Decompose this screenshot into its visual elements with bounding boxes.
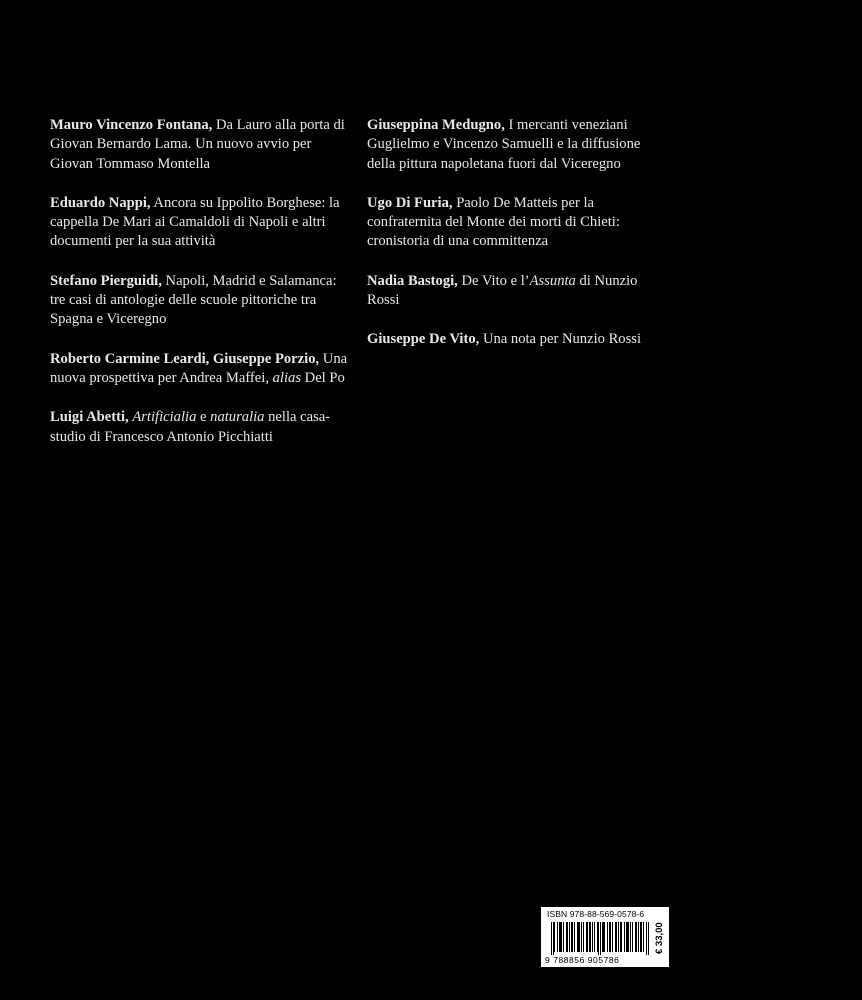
barcode-bar [579, 922, 580, 952]
barcode-bar [632, 922, 633, 952]
barcode-bar [590, 922, 591, 952]
barcode-bar [577, 922, 578, 952]
entry-author: Giuseppe De Vito, [367, 331, 480, 348]
barcode-bar [646, 922, 647, 955]
barcode-bar [603, 922, 604, 952]
entry-title-part: e [196, 409, 211, 426]
contents-entry [50, 194, 350, 252]
entry-title-part: De Vito e l’ [457, 272, 530, 289]
entry-author: Mauro Vincenzo Fontana, [50, 117, 213, 133]
barcode-bar [592, 922, 593, 952]
barcode-bar [586, 922, 587, 952]
contents-entry [367, 272, 667, 311]
barcode-bar [566, 922, 567, 952]
barcode-bar [598, 922, 599, 955]
contents-entry [50, 116, 350, 174]
barcode-bar [626, 922, 627, 952]
barcode-bar [597, 922, 598, 952]
barcode-bar [583, 922, 584, 952]
barcode-bar [621, 922, 622, 952]
price-label: € 33,00 [654, 922, 665, 954]
entry-author: Stefano Pierguidi, [50, 272, 162, 289]
barcode-bar [587, 922, 588, 952]
contents-entry [50, 272, 350, 330]
entry-author: Giuseppina Medugno, [367, 117, 505, 133]
barcode-bar [615, 922, 616, 952]
entry-title-part: Da Lauro alla porta di Giovan Bernardo Lama. Un nuovo avvio per Giovan Tommaso Montella [50, 117, 345, 172]
entry-title-part: Napoli, Madrid e Salamanca: tre casi di antologie delle scuole pittoriche tra Spagna e Viceregno [50, 272, 337, 328]
barcode-bar [636, 922, 637, 952]
barcode-bar [607, 922, 608, 952]
barcode-bar [581, 922, 582, 952]
barcode-bar [610, 922, 611, 952]
barcode-bar [563, 922, 564, 952]
entry-title-part: Ancora su Ippolito Borghese: la cappella De Mari ai Camaldoli di Napoli e altri documenti per la sua attività [50, 194, 340, 250]
entry-title-part: di Nunzio Rossi [367, 272, 638, 309]
entry-title-part: Del Po [301, 369, 345, 386]
contents-column-left [50, 116, 350, 467]
barcode-bars [551, 922, 649, 955]
entry-title-part: I mercanti veneziani Guglielmo e Vincenzo Samuelli e la diffusione della pittura napoletana fuori dal Viceregno [367, 117, 641, 172]
barcode-bar [618, 922, 619, 952]
barcode-bar [620, 922, 621, 952]
barcode-bar [604, 922, 605, 952]
barcode-bar [572, 922, 573, 952]
barcode-bar [557, 922, 558, 952]
entry-author: Nadia Bastogi, [367, 272, 458, 289]
barcode-bar [559, 922, 560, 952]
barcode-sticker [541, 907, 669, 967]
entry-title-part: Una nota per Nunzio Rossi [479, 331, 642, 348]
entry-title-part: Assunta [529, 272, 576, 289]
barcode-bar [569, 922, 570, 952]
contents-entry [367, 116, 667, 174]
barcode-bar [551, 922, 552, 955]
barcode-bar [602, 922, 603, 952]
barcode-bar [612, 922, 613, 952]
entry-author: Ugo Di Furia, [367, 194, 453, 211]
barcode-bar [643, 922, 644, 952]
barcode-bar [638, 922, 639, 952]
barcode-bar [600, 922, 601, 955]
entry-title-part: Paolo De Matteis per la confraternita del Monte dei morti di Chieti: cronistoria di una committenza [367, 194, 620, 250]
barcode-bar [594, 922, 595, 952]
barcode-bar [574, 922, 575, 952]
barcode-bar [554, 922, 555, 952]
barcode-bar [567, 922, 568, 952]
entry-author: Luigi Abetti, [50, 409, 129, 426]
contents-entry [50, 408, 350, 447]
barcode-bar [628, 922, 629, 952]
entry-title-part: naturalia [210, 409, 265, 426]
isbn-label: ISBN 978-88-569-0578-6 [547, 909, 645, 919]
barcode-bar [609, 922, 610, 952]
entry-title-part: nella casa-studio di Francesco Antonio Picchiatti [50, 409, 331, 445]
barcode-bar [648, 922, 649, 955]
contents-entry [50, 350, 350, 389]
entry-title-part: Una nuova prospettiva per Andrea Maffei, [50, 350, 348, 386]
barcode-bar [616, 922, 617, 952]
entry-title-part: Artificialia [132, 409, 197, 426]
barcode-bar [571, 922, 572, 952]
barcode-bar [630, 922, 631, 952]
barcode-digits: 9 788856 905786 [545, 955, 620, 965]
barcode-bar [561, 922, 562, 952]
barcode-bar [640, 922, 641, 952]
barcode-bar [641, 922, 642, 952]
barcode-bar [578, 922, 579, 952]
barcode-bar [553, 922, 554, 955]
barcode-bar [589, 922, 590, 952]
entry-author: Eduardo Nappi, [50, 194, 151, 211]
entry-author: Roberto Carmine Leardi, Giuseppe Porzio, [50, 350, 320, 367]
barcode-bar [627, 922, 628, 952]
barcode-bar [624, 922, 625, 952]
entry-title-part: alias [272, 369, 302, 386]
contents-entry [367, 194, 667, 252]
barcode-bar [635, 922, 636, 952]
barcode-bar [560, 922, 561, 952]
contents-entry [367, 330, 667, 349]
contents-column-right [367, 116, 667, 370]
